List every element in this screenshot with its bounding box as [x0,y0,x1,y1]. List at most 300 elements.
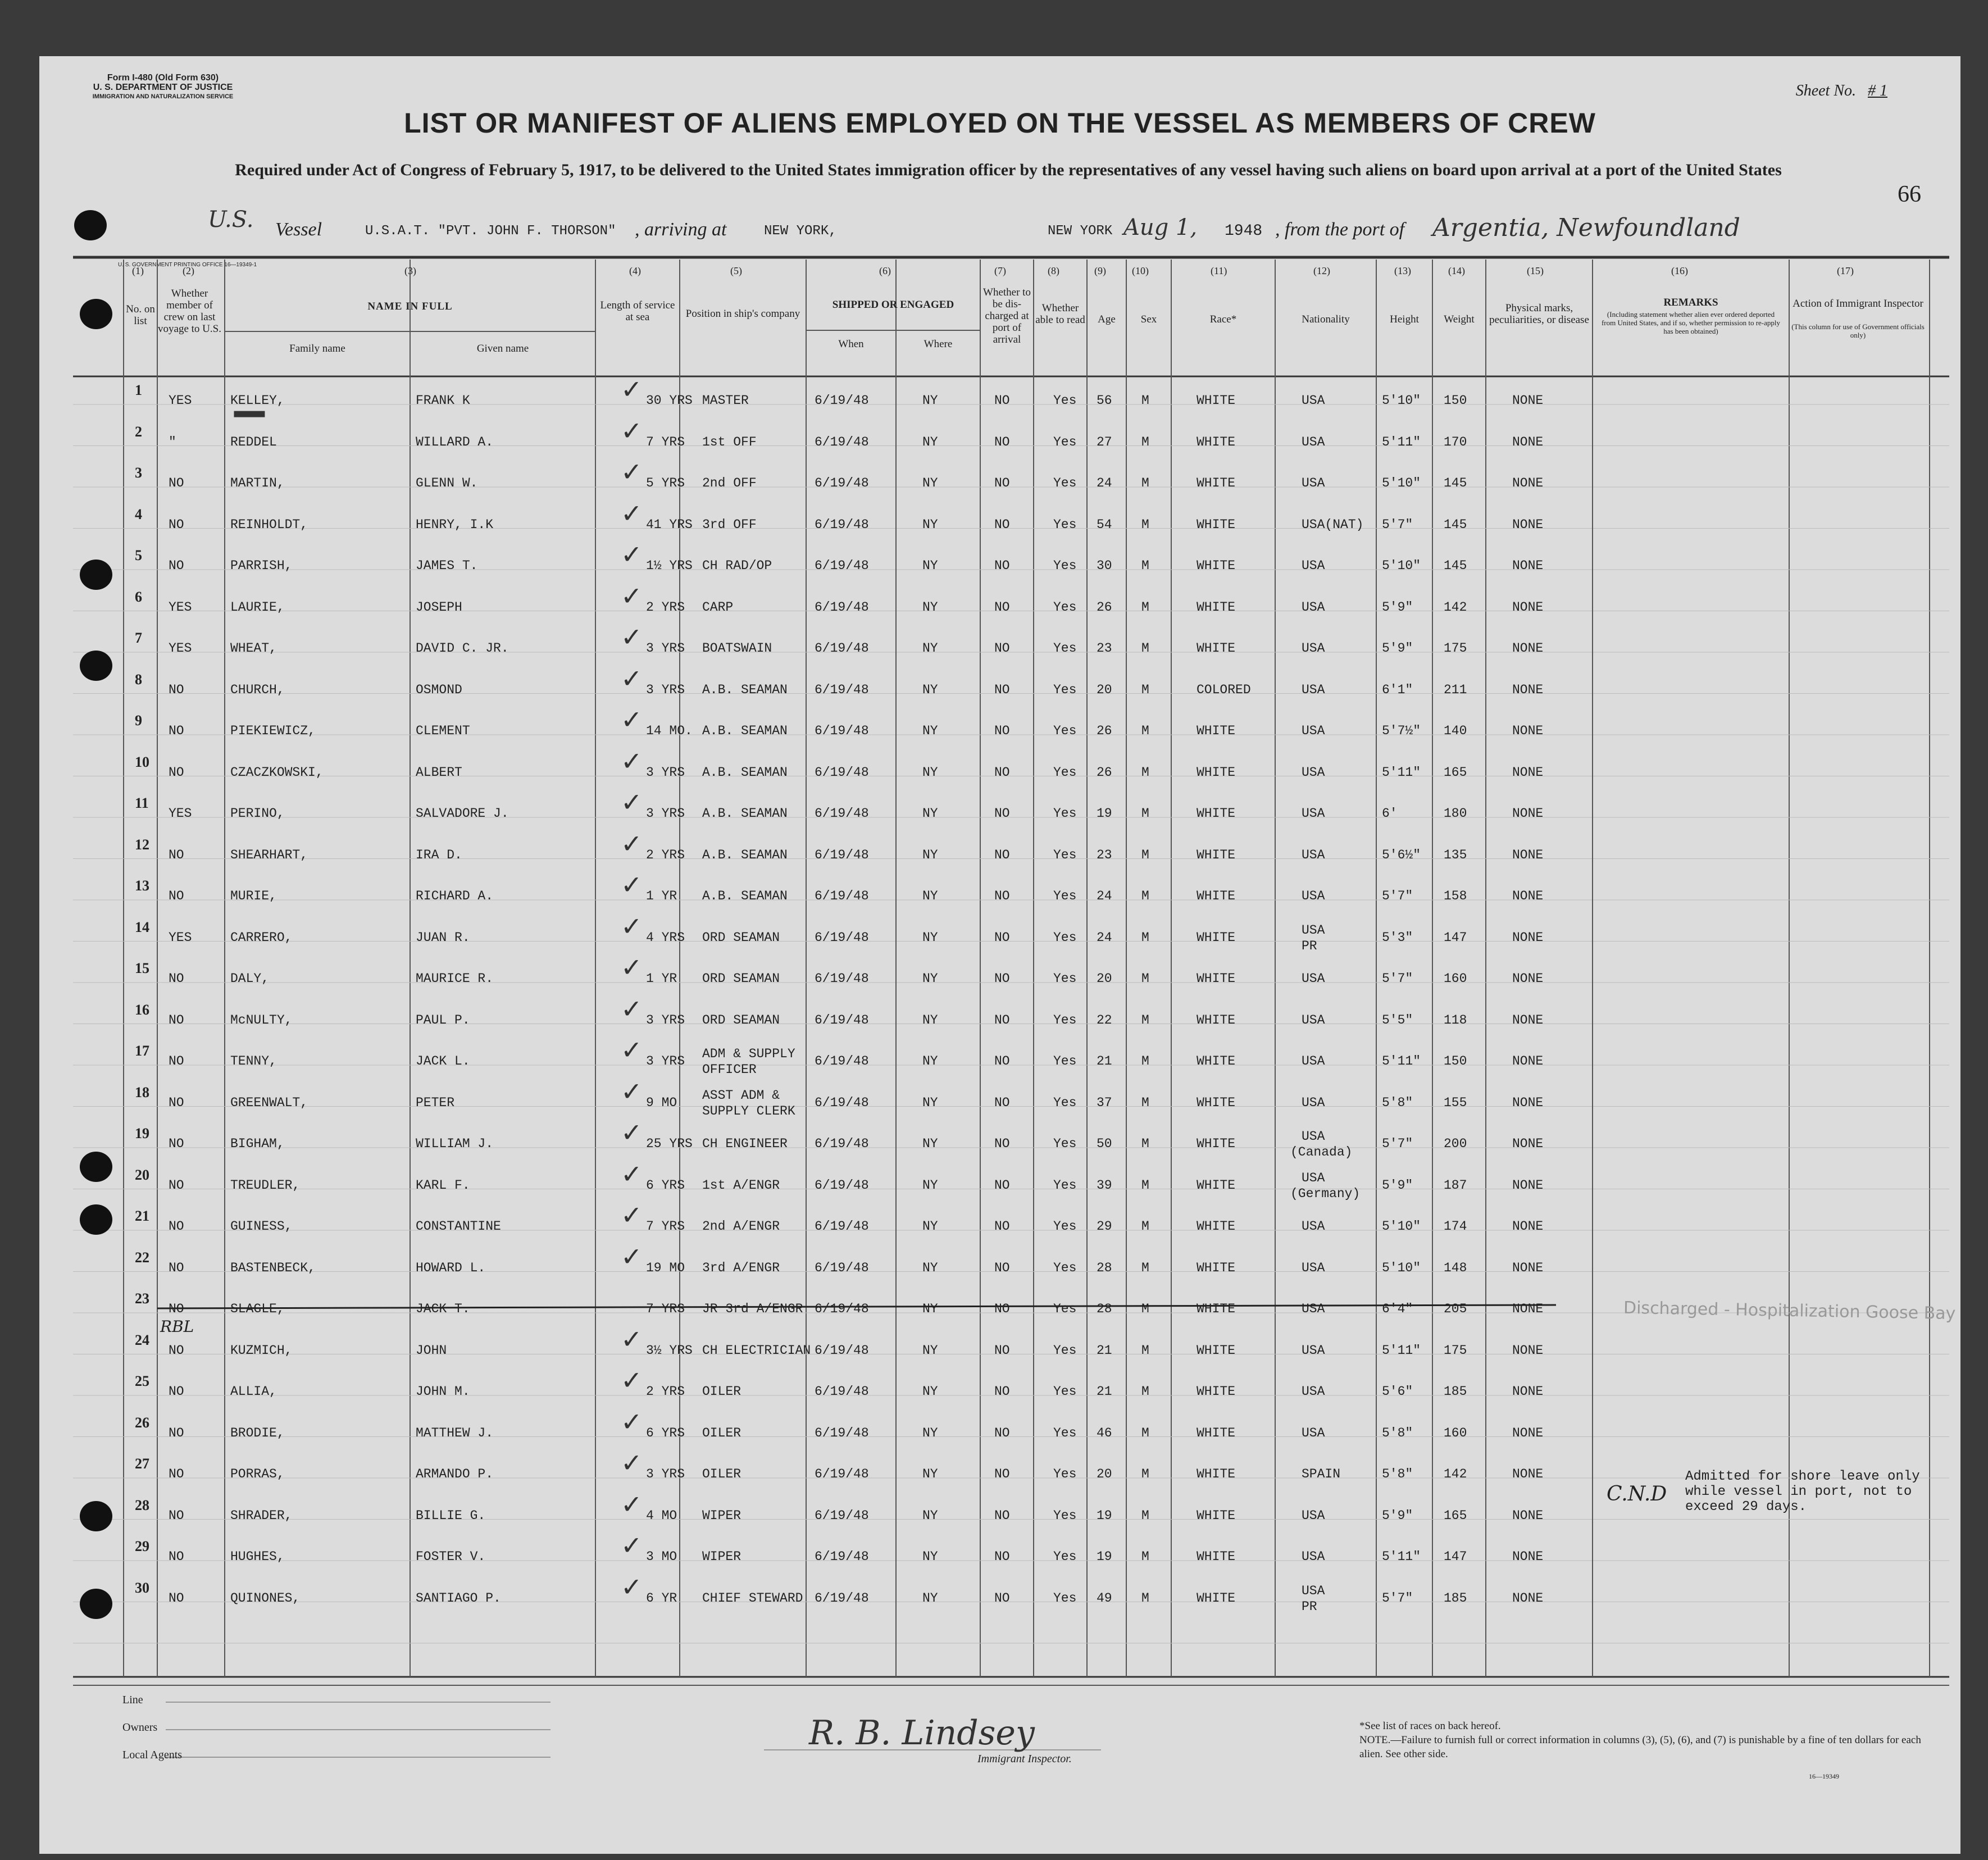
family-name: DALY, [230,971,270,986]
given-name: ARMANDO P. [416,1467,494,1481]
nationality: USA [1302,1260,1325,1275]
nationality: USA [1302,765,1325,780]
header-given-name: Given name [476,343,529,354]
race: WHITE [1197,1260,1236,1275]
age: 19 [1097,1549,1112,1564]
checkmark-icon: ✓ [621,1035,643,1065]
age: 29 [1097,1219,1112,1234]
physical-marks: NONE [1512,1054,1544,1068]
member-last-voyage: YES [169,806,192,821]
nationality: USA (Canada) [1290,1129,1353,1159]
weight: 142 [1444,1467,1467,1481]
position: CH ENGINEER [702,1136,788,1151]
age: 24 [1097,930,1112,945]
weight: 145 [1444,517,1467,532]
length-of-service: 14 MO. [646,724,693,738]
given-name: HOWARD L. [416,1260,486,1275]
height: 5'7" [1382,1590,1413,1606]
race: WHITE [1197,558,1236,573]
member-last-voyage: NO [169,971,184,986]
member-last-voyage: YES [169,930,192,945]
position: ASST ADM & SUPPLY CLERK [702,1088,795,1118]
given-name: DAVID C. JR. [416,641,509,656]
position: A.B. SEAMAN [702,889,788,903]
weight: 150 [1444,1054,1467,1068]
length-of-service: 1½ YRS [646,558,693,573]
height: 5'7" [1382,1136,1413,1151]
physical-marks: NONE [1512,765,1544,780]
member-last-voyage: NO [169,1343,184,1358]
row-number: 9 [135,712,142,729]
shipped-when: 6/19/48 [815,806,869,821]
length-of-service: 41 YRS [646,517,693,532]
shipped-where: NY [922,1219,938,1234]
sex: M [1141,1343,1149,1358]
nationality: USA [1302,1425,1325,1440]
checkmark-icon: ✓ [621,911,643,942]
discharged: NO [994,1219,1010,1234]
nationality: USA [1302,393,1325,408]
column-number: (5) [730,265,742,276]
sex: M [1141,806,1149,821]
given-name: WILLARD A. [416,434,494,449]
shipped-when: 6/19/48 [815,641,869,656]
weight: 158 [1444,889,1467,903]
punch-hole [80,299,112,329]
given-name: HENRY, I.K [416,517,494,532]
row-number: 25 [135,1373,149,1389]
position: JR 3rd A/ENGR [702,1302,803,1316]
checkmark-icon: ✓ [621,704,643,735]
shipped-when: 6/19/48 [815,765,869,780]
given-name: JOHN M. [416,1384,470,1399]
checkmark-icon: ✓ [621,787,643,817]
height: 5'11" [1382,434,1421,449]
physical-marks: NONE [1512,1343,1544,1358]
checkmark-icon: ✓ [621,457,643,487]
nationality: USA [1302,434,1325,449]
checkmark-icon: ✓ [621,1200,643,1230]
physical-marks: NONE [1512,1219,1544,1234]
nationality: USA PR [1302,922,1325,953]
punch-hole [80,651,112,681]
physical-marks: NONE [1512,1425,1544,1440]
member-last-voyage: NO [169,847,184,862]
age: 21 [1097,1384,1112,1399]
position: OILER [702,1425,741,1440]
shipped-where: NY [922,724,938,738]
weight: 155 [1444,1095,1467,1110]
column-number: (16) [1671,265,1688,276]
sex: M [1141,434,1149,449]
checkmark-icon: ✓ [621,1448,643,1478]
family-name: MURIE, [230,889,277,903]
family-name: LAURIE, [230,599,285,615]
height: 5'10" [1382,558,1421,573]
height: 5'10" [1382,1219,1421,1234]
shipped-where: NY [922,1549,938,1564]
age: 20 [1097,1467,1112,1481]
given-name: BILLIE G. [416,1508,486,1523]
length-of-service: 3 MO [646,1549,677,1564]
nationality: USA [1302,1384,1325,1399]
given-name: WILLIAM J. [416,1136,494,1151]
position: CHIEF STEWARD [702,1590,803,1606]
shipped-where: NY [922,599,938,615]
height: 5'8" [1382,1425,1413,1440]
height: 5'7" [1382,889,1413,903]
race: WHITE [1197,1467,1236,1481]
shipped-when: 6/19/48 [815,682,869,697]
member-last-voyage: NO [169,682,184,697]
given-name: JACK L. [416,1054,470,1068]
printing-office-code: U. S. GOVERNMENT PRINTING OFFICE 16—19349-1 [118,262,257,268]
sheet-label: Sheet No. [1795,82,1856,99]
race: WHITE [1197,1095,1236,1110]
able-to-read: Yes [1053,476,1077,490]
physical-marks: NONE [1512,558,1544,573]
sex: M [1141,1177,1149,1193]
header-no-on-list: No. on list [126,303,155,327]
shipped-when: 6/19/48 [815,1384,869,1399]
position: A.B. SEAMAN [702,682,788,697]
vessel-label: Vessel [275,219,322,240]
family-name: PERINO, [230,806,285,821]
row-number: 2 [135,423,142,440]
arriving-port: NEW YORK, [764,224,837,239]
shipped-when: 6/19/48 [815,1549,869,1564]
discharged: NO [994,517,1010,532]
row-number: 19 [135,1125,149,1142]
weight: 175 [1444,641,1467,656]
member-last-voyage: NO [169,1260,184,1275]
physical-marks: NONE [1512,1302,1544,1316]
length-of-service: 3 YRS [646,1054,685,1068]
sheet-value: # 1 [1868,82,1887,99]
race: WHITE [1197,1590,1236,1606]
checkmark-icon: ✓ [621,374,643,404]
age: 26 [1097,724,1112,738]
height: 5'11" [1382,1343,1421,1358]
age: 56 [1097,393,1112,408]
race: WHITE [1197,434,1236,449]
able-to-read: Yes [1053,641,1077,656]
race: WHITE [1197,806,1236,821]
able-to-read: Yes [1053,724,1077,738]
height: 6' [1382,806,1398,821]
checkmark-icon: ✓ [621,498,643,529]
given-name: JUAN R. [416,930,470,945]
given-name: PETER [416,1095,455,1110]
physical-marks: NONE [1512,1384,1544,1399]
position: 3rd A/ENGR [702,1260,780,1275]
discharged: NO [994,1012,1010,1027]
row-number: 28 [135,1497,149,1513]
position: OILER [702,1384,741,1399]
nationality: USA [1302,558,1325,573]
header-action-sub: (This column for use of Government officials only) [1791,322,1925,339]
position: 2nd OFF [702,476,757,490]
shipped-where: NY [922,1012,938,1027]
height: 6'4" [1382,1302,1413,1316]
age: 24 [1097,889,1112,903]
discharged: NO [994,1136,1010,1151]
column-number: (13) [1394,265,1411,276]
weight: 175 [1444,1343,1467,1358]
race: WHITE [1197,971,1236,986]
family-name: HUGHES, [230,1549,285,1564]
shipped-where: NY [922,1425,938,1440]
length-of-service: 3 YRS [646,806,685,821]
age: 37 [1097,1095,1112,1110]
inspector-label: Immigrant Inspector. [977,1753,1072,1765]
row-number: 13 [135,877,149,894]
height: 5'10" [1382,476,1421,490]
sex: M [1141,889,1149,903]
checkmark-icon: ✓ [621,663,643,694]
physical-marks: NONE [1512,806,1544,821]
physical-marks: NONE [1512,1549,1544,1564]
weight: 185 [1444,1384,1467,1399]
shipped-where: NY [922,889,938,903]
height: 5'7½" [1382,724,1421,738]
sex: M [1141,476,1149,490]
shipped-when: 6/19/48 [815,1095,869,1110]
row-number: 23 [135,1290,149,1307]
row-number: 15 [135,960,149,976]
shipped-when: 6/19/48 [815,1467,869,1481]
given-name: RICHARD A. [416,889,494,903]
member-last-voyage: NO [169,1384,184,1399]
header-able-read: Whether able to read [1035,302,1085,326]
length-of-service: 2 YRS [646,1384,685,1399]
row-number: 11 [135,795,149,811]
sex: M [1141,1095,1149,1110]
shipped-when: 6/19/48 [815,1136,869,1151]
age: 22 [1097,1012,1112,1027]
shipped-when: 6/19/48 [815,1343,869,1358]
shipped-where: NY [922,682,938,697]
shipped-when: 6/19/48 [815,1508,869,1523]
shipped-when: 6/19/48 [815,393,869,408]
shipped-where: NY [922,393,938,408]
race: WHITE [1197,1012,1236,1027]
position: WIPER [702,1508,741,1523]
shipped-where: NY [922,847,938,862]
page-number: 66 [1898,181,1921,207]
discharged: NO [994,930,1010,945]
discharged: NO [994,1384,1010,1399]
given-name: GLENN W. [416,476,478,490]
weight: 147 [1444,930,1467,945]
age: 27 [1097,434,1112,449]
race: WHITE [1197,476,1236,490]
nationality: USA [1302,1508,1325,1523]
height: 5'6½" [1382,847,1421,862]
able-to-read: Yes [1053,971,1077,986]
discharged: NO [994,724,1010,738]
from-port-label: , from the port of [1275,219,1405,240]
header-shipped: SHIPPED OR ENGAGED [832,299,954,311]
column-number: (1) [132,265,144,276]
family-name: BIGHAM, [230,1136,285,1151]
page-subtitle: Required under Act of Congress of February 5, 1917, to be delivered to the United States immigration officer by the representatives of any vessel having such aliens on board upon arrival at a port of the United States [235,161,1782,179]
rbl-initials: RBL [160,1317,194,1336]
length-of-service: 6 YRS [646,1177,685,1193]
shipped-where: NY [922,765,938,780]
position: A.B. SEAMAN [702,765,788,780]
able-to-read: Yes [1053,1508,1077,1523]
nationality: USA [1302,1549,1325,1564]
checkmark-icon: ✓ [621,1158,643,1189]
age: 50 [1097,1136,1112,1151]
able-to-read: Yes [1053,1467,1077,1481]
position: ORD SEAMAN [702,930,780,945]
sex: M [1141,1549,1149,1564]
able-to-read: Yes [1053,1302,1077,1316]
punch-hole [80,1204,112,1235]
able-to-read: Yes [1053,847,1077,862]
discharged: NO [994,1054,1010,1068]
discharged: NO [994,558,1010,573]
age: 23 [1097,847,1112,862]
form-number: Form I-480 (Old Form 630) [107,73,219,83]
length-of-service: 7 YRS [646,1219,685,1234]
age: 19 [1097,1508,1112,1523]
shipped-when: 6/19/48 [815,847,869,862]
age: 20 [1097,682,1112,697]
able-to-read: Yes [1053,1054,1077,1068]
able-to-read: Yes [1053,1590,1077,1606]
weight: 165 [1444,765,1467,780]
cnd-annotation: C.N.D [1607,1482,1667,1506]
member-last-voyage: NO [169,1054,184,1068]
member-last-voyage: NO [169,1508,184,1523]
length-of-service: 1 YR [646,971,677,986]
family-name: SHRADER, [230,1508,293,1523]
discharged: NO [994,641,1010,656]
physical-marks: NONE [1512,1590,1544,1606]
length-of-service: 4 YRS [646,930,685,945]
family-name: SLAGLE, [230,1302,285,1316]
position: OILER [702,1467,741,1481]
able-to-read: Yes [1053,599,1077,615]
nationality: USA [1302,724,1325,738]
checkmark-icon: ✓ [621,580,643,611]
shipped-where: NY [922,1095,938,1110]
nationality: USA [1302,1012,1325,1027]
member-last-voyage: NO [169,1136,184,1151]
row-number: 17 [135,1043,149,1059]
column-number: (12) [1313,265,1330,276]
weight: 145 [1444,558,1467,573]
sex: M [1141,1219,1149,1234]
family-name: BRODIE, [230,1425,285,1440]
sex: M [1141,1260,1149,1275]
position: CARP [702,599,734,615]
sex: M [1141,1508,1149,1523]
shipped-when: 6/19/48 [815,889,869,903]
checkmark-icon: ✓ [621,1530,643,1561]
header-discharged: Whether to be dis-charged at port of arrival [983,286,1031,345]
length-of-service: 6 YRS [646,1425,685,1440]
family-name: KELLEY, [230,393,285,408]
department: U. S. DEPARTMENT OF JUSTICE [93,83,233,92]
shipped-when: 6/19/48 [815,971,869,986]
position: 1st A/ENGR [702,1177,780,1193]
member-last-voyage: NO [169,1302,184,1316]
family-name: McNULTY, [230,1012,293,1027]
discharged: NO [994,434,1010,449]
checkmark-icon: ✓ [621,1241,643,1272]
shipped-when: 6/19/48 [815,1260,869,1275]
shipped-where: NY [922,806,938,821]
length-of-service: 1 YR [646,889,677,903]
race: WHITE [1197,889,1236,903]
given-name: SALVADORE J. [416,806,509,821]
length-of-service: 4 MO [646,1508,677,1523]
race: WHITE [1197,765,1236,780]
given-name: JOSEPH [416,599,462,615]
checkmark-icon: ✓ [621,539,643,570]
height: 5'3" [1382,930,1413,945]
shipped-where: NY [922,930,938,945]
given-name: CLEMENT [416,724,470,738]
weight: 135 [1444,847,1467,862]
race: WHITE [1197,1302,1236,1316]
physical-marks: NONE [1512,517,1544,532]
row-number: 22 [135,1249,149,1266]
given-name: FRANK K [416,393,470,408]
weight: 148 [1444,1260,1467,1275]
shipped-when: 6/19/48 [815,517,869,532]
position: 3rd OFF [702,517,757,532]
header-age: Age [1098,313,1116,325]
nationality: USA [1302,847,1325,862]
discharged: NO [994,393,1010,408]
shipped-when: 6/19/48 [815,1302,869,1316]
able-to-read: Yes [1053,930,1077,945]
length-of-service: 7 YRS [646,1302,685,1316]
race: WHITE [1197,1384,1236,1399]
weight: 140 [1444,724,1467,738]
age: 54 [1097,517,1112,532]
row-number: 24 [135,1331,149,1348]
member-last-voyage: " [169,434,176,449]
row-number: 29 [135,1538,149,1554]
discharged: NO [994,1549,1010,1564]
shipped-when: 6/19/48 [815,1177,869,1193]
shipped-where: NY [922,476,938,490]
header-weight: Weight [1444,313,1475,325]
header-position: Position in ship's company [685,308,800,320]
race: WHITE [1197,847,1236,862]
header-sex: Sex [1140,313,1157,325]
age: 24 [1097,476,1112,490]
column-number: (4) [629,265,641,276]
height: 5'10" [1382,1260,1421,1275]
shipped-where: NY [922,1343,938,1358]
shipped-where: NY [922,1590,938,1606]
able-to-read: Yes [1053,434,1077,449]
penalty-note: NOTE.—Failure to furnish full or correct information in columns (3), (5), (6), and (7) is punishable by a fine of ten dollars for each alien. See other side. [1359,1734,1921,1760]
height: 5'7" [1382,517,1413,532]
race: WHITE [1197,1549,1236,1564]
given-name: IRA D. [416,847,462,862]
punch-hole [80,1152,112,1182]
shipped-when: 6/19/48 [815,434,869,449]
shipped-when: 6/19/48 [815,1054,869,1068]
